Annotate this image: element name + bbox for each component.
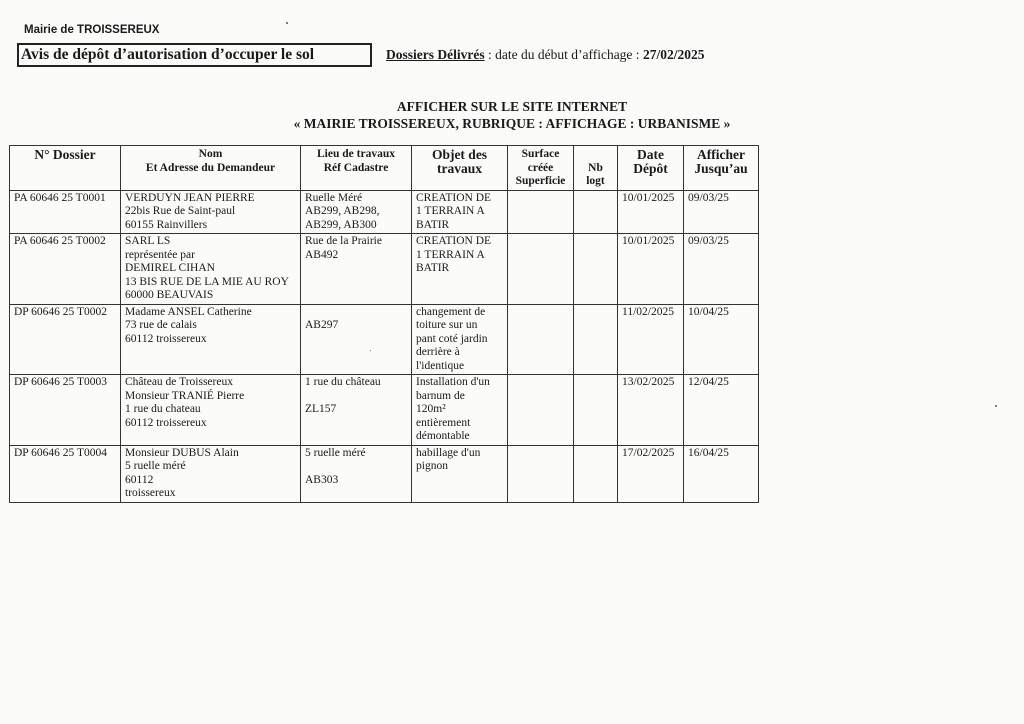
notice-line-2: « MAIRIE TROISSEREUX, RUBRIQUE : AFFICHAGE : URBANISME » [293, 116, 731, 131]
cell-line: démontable [416, 430, 470, 442]
cell-nb-logt [574, 445, 618, 502]
cell-dossier: PA 60646 25 T0002 [10, 234, 121, 305]
cell-lieu [301, 445, 412, 502]
cell-objet [412, 375, 508, 446]
table-row [10, 234, 759, 305]
cell-line: Monsieur TRANIÉ Pierre [125, 389, 245, 402]
notice-line-1: AFFICHER SUR LE SITE INTERNET [396, 99, 628, 114]
cell-nb-logt [574, 234, 618, 305]
table-row [10, 375, 759, 446]
cell-demandeur [121, 445, 301, 502]
cell-line: 5 ruelle méré [125, 460, 186, 472]
cell-line: BATIR [416, 262, 450, 274]
cell-line: 1 TERRAIN A [416, 205, 485, 217]
header-line: Lieu de travaux [317, 148, 395, 160]
cell-line: AB297 [305, 319, 339, 331]
dossiers-table [9, 145, 759, 503]
header-col-dossier [10, 146, 121, 191]
header-line: Réf Cadastre [323, 161, 389, 174]
cell-line: habillage d'un [416, 446, 481, 459]
header-line: Afficher [697, 147, 745, 162]
cell-line: 1 rue du château [305, 376, 381, 388]
header-line: Jusqu’au [694, 160, 748, 176]
header-line: Surface [521, 148, 560, 160]
cell-line: 5 ruelle méré [305, 446, 366, 459]
cell-demandeur [121, 234, 301, 305]
header-col-objet [412, 146, 508, 191]
header-line: Nom [198, 148, 223, 160]
cell-line: AB303 [305, 473, 339, 486]
cell-demandeur [121, 304, 301, 375]
dossiers-delivres-line [386, 47, 704, 63]
cell-line: 60112 troissereux [125, 416, 207, 429]
scan-speck [370, 350, 371, 351]
cell-line: 60155 Rainvillers [125, 218, 208, 231]
cell-line: DEMIREL CIHAN [125, 262, 215, 274]
cell-objet [412, 234, 508, 305]
cell-line: Installation d'un [416, 376, 490, 388]
affichage-text: : date du début d’affichage : [484, 47, 643, 62]
cell-line: VERDUYN JEAN PIERRE [125, 191, 255, 204]
header-line: créée [527, 161, 554, 174]
cell-objet [412, 445, 508, 502]
cell-nb-logt [574, 190, 618, 234]
cell-line: 60112 troissereux [125, 332, 207, 345]
cell-date-depot: 13/02/2025 [618, 375, 684, 446]
cell-date-depot: 11/02/2025 [618, 304, 684, 375]
cell-line: barnum de [416, 389, 465, 402]
cell-lieu [301, 304, 412, 375]
cell-surface [508, 304, 574, 375]
affichage-date: 27/02/2025 [642, 47, 705, 62]
header-line: Et Adresse du Demandeur [145, 161, 276, 174]
cell-line: toiture sur un [416, 319, 478, 331]
cell-afficher: 10/04/25 [684, 304, 759, 375]
cell-line: AB492 [305, 248, 339, 261]
header-line: N° Dossier [34, 147, 96, 162]
cell-line: changement de [416, 305, 486, 318]
cell-surface [508, 234, 574, 305]
header-col-nb-logt [574, 146, 618, 191]
cell-line: 22bis Rue de Saint-paul [125, 205, 236, 217]
scan-speck [995, 405, 997, 407]
cell-afficher: 12/04/25 [684, 375, 759, 446]
header-line: Date [637, 147, 664, 162]
table-row [10, 304, 759, 375]
cell-line: 60000 BEAUVAIS [125, 289, 214, 301]
cell-line: Monsieur DUBUS Alain [125, 446, 239, 459]
cell-line: AB299, AB300 [305, 218, 377, 231]
cell-lieu [301, 375, 412, 446]
header-col-date-depot [618, 146, 684, 191]
cell-line: derrière à [416, 346, 460, 358]
header-col-afficher [684, 146, 759, 191]
cell-line [305, 460, 407, 474]
cell-line: entièrement [416, 416, 471, 429]
cell-line: troissereux [125, 487, 176, 499]
cell-lieu [301, 234, 412, 305]
table-row [10, 190, 759, 234]
cell-objet [412, 190, 508, 234]
cell-line: 73 rue de calais [125, 319, 197, 331]
header-col-demandeur [121, 146, 301, 191]
cell-line: 1 TERRAIN A [416, 248, 485, 261]
cell-line: CREATION DE [416, 235, 492, 247]
cell-objet [412, 304, 508, 375]
cell-line: l'identique [416, 359, 465, 372]
cell-line: ZL157 [305, 403, 337, 415]
cell-line: SARL LS [125, 235, 171, 247]
scan-speck [286, 22, 288, 24]
cell-line [305, 306, 407, 320]
cell-dossier: DP 60646 25 T0003 [10, 375, 121, 446]
cell-line: pignon [416, 460, 448, 472]
cell-date-depot: 10/01/2025 [618, 234, 684, 305]
cell-line: Ruelle Méré [305, 191, 363, 204]
cell-dossier: PA 60646 25 T0001 [10, 190, 121, 234]
cell-line: 13 BIS RUE DE LA MIE AU ROY [125, 275, 289, 288]
header-col-lieu [301, 146, 412, 191]
header-line: logt [586, 175, 605, 187]
cell-dossier: DP 60646 25 T0002 [10, 304, 121, 375]
cell-line: 120m² [416, 403, 446, 415]
header-line: travaux [437, 160, 482, 176]
mairie-name: Mairie de TROISSEREUX [24, 24, 160, 36]
avis-title-box: Avis de dépôt d’autorisation d’occuper le sol [17, 43, 372, 67]
table-row [10, 445, 759, 502]
cell-line: BATIR [416, 218, 450, 231]
cell-dossier: DP 60646 25 T0004 [10, 445, 121, 502]
header-line: Nb [588, 161, 603, 174]
cell-surface [508, 375, 574, 446]
cell-afficher: 09/03/25 [684, 234, 759, 305]
cell-date-depot: 10/01/2025 [618, 190, 684, 234]
cell-nb-logt [574, 304, 618, 375]
table-header-row [10, 146, 759, 191]
header-line [578, 148, 613, 162]
cell-line: 1 rue du chateau [125, 403, 201, 415]
cell-date-depot: 17/02/2025 [618, 445, 684, 502]
cell-surface [508, 445, 574, 502]
cell-line: Rue de la Prairie [305, 235, 382, 247]
cell-nb-logt [574, 375, 618, 446]
dossiers-delivres-label: Dossiers Délivrés [386, 47, 485, 62]
cell-line: CREATION DE [416, 191, 492, 204]
cell-afficher: 16/04/25 [684, 445, 759, 502]
header-line: Objet des [431, 147, 488, 162]
cell-surface [508, 190, 574, 234]
header-col-surface [508, 146, 574, 191]
cell-line: AB299, AB298, [305, 205, 380, 217]
cell-line: Château de Troissereux [125, 376, 233, 388]
cell-lieu [301, 190, 412, 234]
cell-line: 60112 [125, 473, 154, 486]
cell-line [305, 390, 407, 404]
cell-demandeur [121, 190, 301, 234]
cell-line: représentée par [125, 248, 195, 261]
cell-line: Madame ANSEL Catherine [125, 305, 252, 318]
header-line: Dépôt [633, 160, 668, 176]
cell-line: pant coté jardin [416, 332, 488, 345]
cell-demandeur [121, 375, 301, 446]
cell-afficher: 09/03/25 [684, 190, 759, 234]
header-line: Superficie [515, 175, 566, 187]
